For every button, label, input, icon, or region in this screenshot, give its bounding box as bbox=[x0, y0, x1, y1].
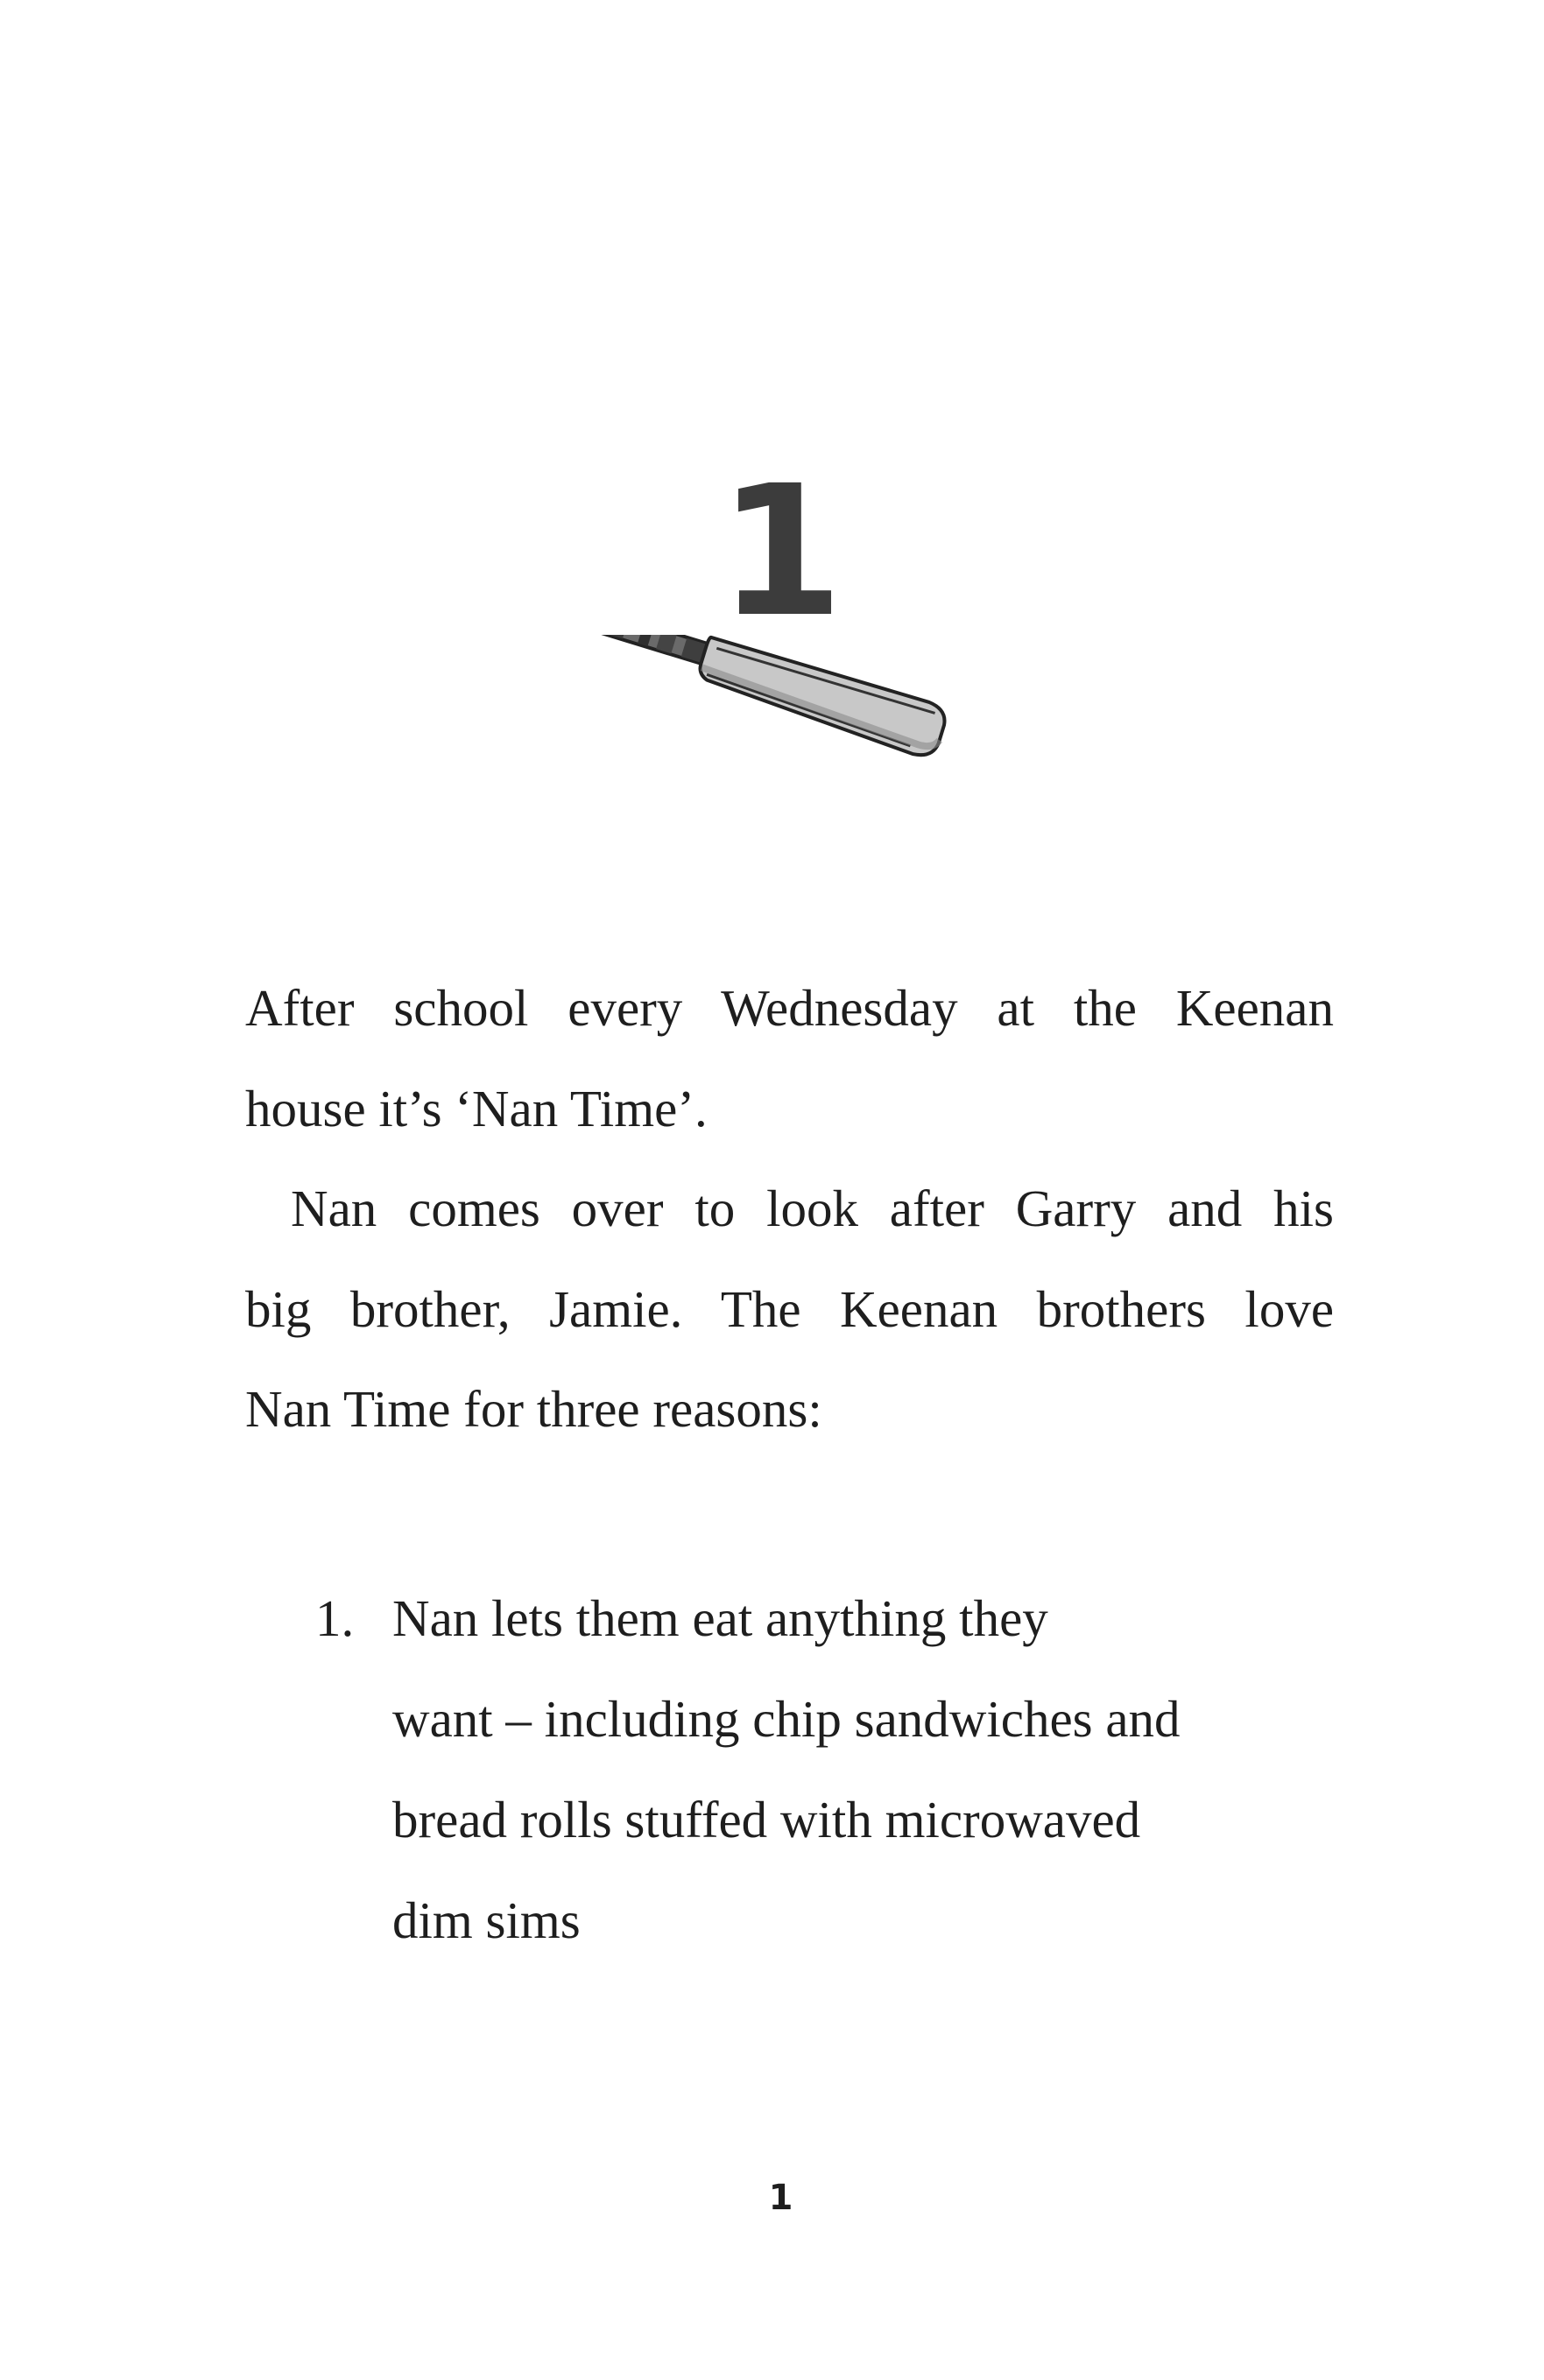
cricket-bat-icon bbox=[560, 635, 955, 784]
paragraph-2-line-2: big brother, Jamie. The Keenan brothers love bbox=[245, 1279, 1334, 1338]
chapter-number: 1 bbox=[717, 447, 844, 657]
page-number: 1 bbox=[768, 2178, 793, 2218]
paragraph-1 bbox=[245, 958, 1334, 1158]
paragraph-1-line-1: After school every Wednesday at the Keenan bbox=[245, 979, 1334, 1037]
list-item-line-3: bread rolls stuffed with microwaved bbox=[392, 1791, 1141, 1848]
list-item bbox=[315, 1568, 1296, 1971]
body-text bbox=[245, 958, 1334, 1460]
paragraph-1-line-2: house it’s ‘Nan Time’. bbox=[245, 1079, 708, 1137]
paragraph-2-line-1: Nan comes over to look after Garry and his bbox=[291, 1179, 1334, 1237]
list-item-line-2: want – including chip sandwiches and bbox=[392, 1690, 1181, 1748]
paragraph-2 bbox=[245, 1158, 1334, 1460]
reasons-list bbox=[315, 1568, 1296, 1971]
list-item-line-1: Nan lets them eat anything they bbox=[392, 1589, 1048, 1647]
list-item-line-4: dim sims bbox=[392, 1891, 581, 1949]
list-item-marker: 1. bbox=[315, 1589, 355, 1647]
list-item-text bbox=[392, 1568, 1296, 1971]
paragraph-2-line-3: Nan Time for three reasons: bbox=[245, 1380, 822, 1438]
